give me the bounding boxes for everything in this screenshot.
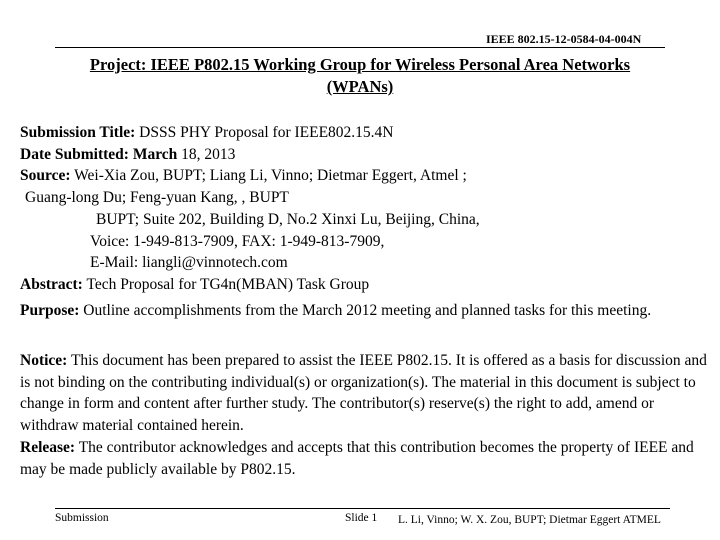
release-label: Release:: [20, 438, 76, 456]
release-value: The contributor acknowledges and accepts that this contribution becomes the property of IEEE and may be made publicly available by P802.15.: [20, 438, 694, 478]
purpose-paragraph: [20, 300, 714, 322]
release-paragraph: [20, 437, 714, 480]
notice-paragraph: [20, 350, 714, 437]
notice-value: This document has been prepared to assist the IEEE P802.15. It is offered as a basis for discussion and is not binding on the contributing individual(s) or organization(s). The material in this document is subject to change in form and content after further study. The contributor(s) reserve(s) the right to add, amend or withdraw material contained herein.: [20, 352, 707, 435]
submission-metadata: [20, 122, 714, 296]
submission-title-row: [20, 122, 714, 144]
voice-label: Voice:: [90, 232, 130, 250]
submission-title-label: Submission Title:: [20, 124, 136, 141]
email-label: E-Mail:: [90, 254, 139, 272]
voice-value: 1-949-813-7909, FAX: 1-949-813-7909,: [133, 232, 385, 250]
notice-release-block: [20, 350, 714, 480]
footer-authors: L. Li, Vinno; W. X. Zou, BUPT; Dietmar Eggert ATMEL: [398, 514, 661, 526]
email-value: liangli@vinnotech.com: [142, 254, 288, 272]
notice-label: Notice:: [20, 352, 68, 369]
header-rule: [55, 47, 665, 48]
abstract-row: [20, 274, 714, 296]
abstract-value: Tech Proposal for TG4n(MBAN) Task Group: [86, 275, 370, 293]
date-submitted-row: [20, 144, 714, 166]
project-title-line1: Project: IEEE P802.15 Working Group for Wireless Personal Area Networks: [89, 55, 631, 74]
purpose-value: Outline accomplishments from the March 2012 meeting and planned tasks for this meeting.: [83, 302, 652, 319]
source-email-row: [20, 252, 714, 274]
source-value: Wei-Xia Zou, BUPT; Liang Li, Vinno; Dietmar Eggert, Atmel ;: [74, 167, 467, 185]
date-submitted-day-year: 18, 2013: [181, 145, 236, 163]
purpose-label: Purpose:: [20, 302, 80, 319]
source-address: BUPT; Suite 202, Building D, No.2 Xinxi Lu, Beijing, China,: [96, 210, 480, 228]
source-voice-row: [20, 231, 714, 253]
footer-submission: Submission: [55, 512, 109, 524]
footer-rule: [55, 508, 670, 509]
date-submitted-month: March: [132, 145, 178, 163]
document-id: IEEE 802.15-12-0584-04-004N: [486, 32, 642, 46]
footer-slide-number: Slide 1: [345, 512, 378, 524]
source-authors-line2: Guang-long Du; Feng-yuan Kang, , BUPT: [25, 189, 289, 207]
source-row: [20, 165, 714, 187]
project-title: [20, 54, 700, 98]
abstract-label: Abstract:: [20, 275, 83, 293]
submission-title-value: DSSS PHY Proposal for IEEE802.15.4N: [139, 124, 394, 141]
source-label: Source:: [20, 167, 71, 185]
project-title-line2: (WPANs): [326, 77, 394, 96]
date-submitted-label: Date Submitted:: [20, 145, 129, 163]
